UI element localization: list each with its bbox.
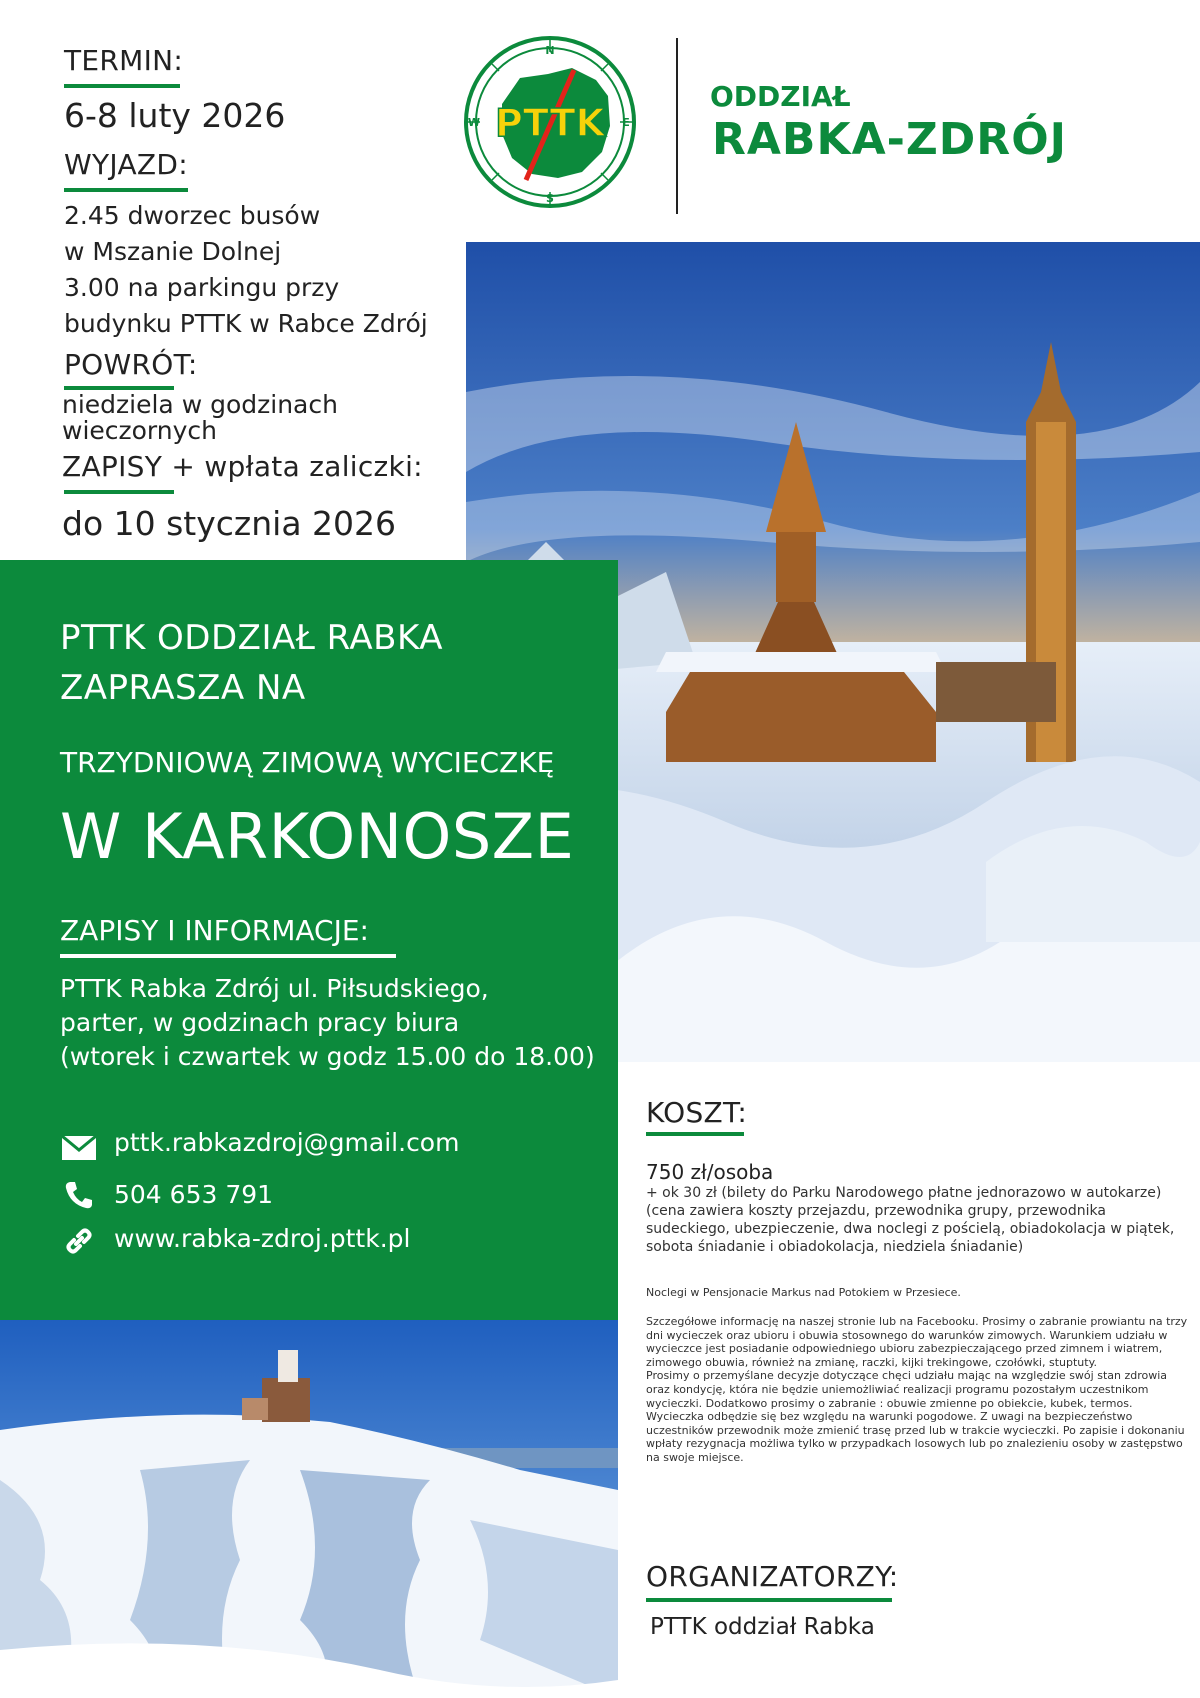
termin-label: TERMIN:	[64, 44, 184, 77]
info-label: ZAPISY I INFORMACJE:	[60, 914, 369, 947]
powrot-details	[62, 392, 338, 444]
szczegoly-line: wycieczki. Dodatkowo prosimy o zabranie : obuwie zmienne po obiekcie, kubek, termos.	[646, 1396, 1133, 1410]
noclegi-note: Noclegi w Pensjonacie Markus nad Potokiem w Przesiece.	[646, 1286, 961, 1299]
organizatorzy-value: PTTK oddział Rabka	[650, 1614, 875, 1640]
koszt-label: KOSZT:	[646, 1096, 748, 1129]
pttk-compass-icon	[462, 34, 638, 210]
compass-s: S	[546, 192, 554, 205]
pttk-logo	[462, 34, 638, 210]
szczegoly-line: wycieczce jest posiadanie odpowiedniego ubioru zabezpieczającego przed zimnem i wiatrem,	[646, 1342, 1163, 1356]
powrot-line: wieczornych	[62, 416, 218, 445]
zapisy-deadline-value: do 10 stycznia 2026	[62, 504, 397, 543]
termin-value: 6-8 luty 2026	[64, 96, 286, 135]
link-icon	[64, 1226, 94, 1256]
mountain-photo	[0, 1320, 618, 1698]
wyjazd-details	[64, 198, 428, 342]
szczegoly-line: Prosimy o przemyślane decyzje dotyczące chęci udziału mając na względzie swój stan zdrowia	[646, 1369, 1168, 1383]
website-link[interactable]: www.rabka-zdroj.pttk.pl	[114, 1224, 411, 1253]
wyjazd-underline	[64, 188, 188, 192]
info-line: (wtorek i czwartek w godz 15.00 do 18.00)	[60, 1042, 595, 1071]
wyjazd-line: 3.00 na parkingu przy	[64, 273, 340, 302]
panel-line3: TRZYDNIOWĄ ZIMOWĄ WYCIECZKĘ	[60, 746, 555, 779]
szczegoly-line: wpłaty rezygnacja możliwa tylko w przypadkach losowych lub po znalezieniu osoby w zastępstwo	[646, 1437, 1183, 1451]
header-divider	[676, 38, 678, 214]
organizatorzy-underline	[646, 1598, 892, 1602]
oddzial-name: RABKA-ZDRÓJ	[712, 114, 1067, 165]
compass-w: W	[467, 116, 481, 129]
szczegoly-line: uczestników przewodnik może zmienić trasę przed lub w trakcie wycieczki. Po zapisie i dokonaniu	[646, 1423, 1185, 1437]
logo-pttk-text: PTTK	[494, 101, 606, 145]
organizatorzy-label: ORGANIZATORZY:	[646, 1560, 899, 1593]
info-underline	[60, 954, 396, 958]
phone-number[interactable]: 504 653 791	[114, 1180, 274, 1209]
szczegoly-line: Wycieczka odbędzie się bez względu na warunki pogodowe. Z uwagi na bezpieczeństwo	[646, 1410, 1133, 1424]
panel-line1: PTTK ODDZIAŁ RABKA	[60, 618, 443, 658]
szczegoly-line: oraz kondycję, która nie będzie uniemożliwiać realizacji programu pozostałym uczestnikom	[646, 1382, 1149, 1396]
info-details	[60, 972, 595, 1074]
envelope-icon	[62, 1136, 96, 1160]
koszt-details	[646, 1184, 1194, 1256]
wyjazd-line: 2.45 dworzec busów	[64, 201, 321, 230]
szczegoly-line: Szczegółowe informację na naszej stronie lub na Facebooku. Prosimy o zabranie prowiantu na trzy	[646, 1315, 1188, 1328]
koszt-detail-line: (cena zawiera koszty przejazdu, przewodnika grupy, przewodnika	[646, 1203, 1106, 1219]
szczegoly-line: na swoje miejsce.	[646, 1450, 744, 1464]
koszt-underline	[646, 1132, 744, 1136]
powrot-line: niedziela w godzinach	[62, 390, 338, 419]
szczegoly-block	[646, 1315, 1198, 1465]
phone-icon	[64, 1180, 94, 1210]
wyjazd-label: WYJAZD:	[64, 148, 188, 181]
zapisy-deadline-label: ZAPISY + wpłata zaliczki:	[62, 450, 423, 483]
email-link[interactable]: pttk.rabkazdroj@gmail.com	[114, 1128, 460, 1157]
szczegoly-line: dni wycieczek oraz ubioru i obuwia stosownego do warunków zimowych. Warunkiem udziału w	[646, 1328, 1168, 1342]
koszt-detail-line: sobota śniadanie i obiadokolacja, niedziela śniadanie)	[646, 1239, 1024, 1255]
compass-e: E	[622, 116, 630, 129]
koszt-detail-line: sudeckiego, ubezpieczenie, dwa noclegi z pościelą, obiadokolacja w piątek,	[646, 1221, 1175, 1237]
koszt-detail-line: + ok 30 zł (bilety do Parku Narodowego płatne jednorazowo w autokarze)	[646, 1185, 1162, 1201]
powrot-label: POWRÓT:	[64, 348, 198, 381]
koszt-price: 750 zł/osoba	[646, 1160, 774, 1184]
wyjazd-line: budynku PTTK w Rabce Zdrój	[64, 309, 428, 338]
info-line: parter, w godzinach pracy biura	[60, 1008, 460, 1037]
oddzial-small: ODDZIAŁ	[710, 80, 851, 113]
szczegoly-line: zimowego obuwia, również na zmianę, raczki, kijki trekingowe, czołówki, stuptuty.	[646, 1355, 1098, 1369]
termin-underline	[64, 84, 180, 88]
panel-line2: ZAPRASZA NA	[60, 668, 306, 708]
zapisy-underline	[64, 490, 174, 494]
panel-headline: W KARKONOSZE	[60, 800, 575, 873]
compass-n: N	[545, 44, 555, 57]
wyjazd-line: w Mszanie Dolnej	[64, 237, 282, 266]
info-line: PTTK Rabka Zdrój ul. Piłsudskiego,	[60, 974, 489, 1003]
